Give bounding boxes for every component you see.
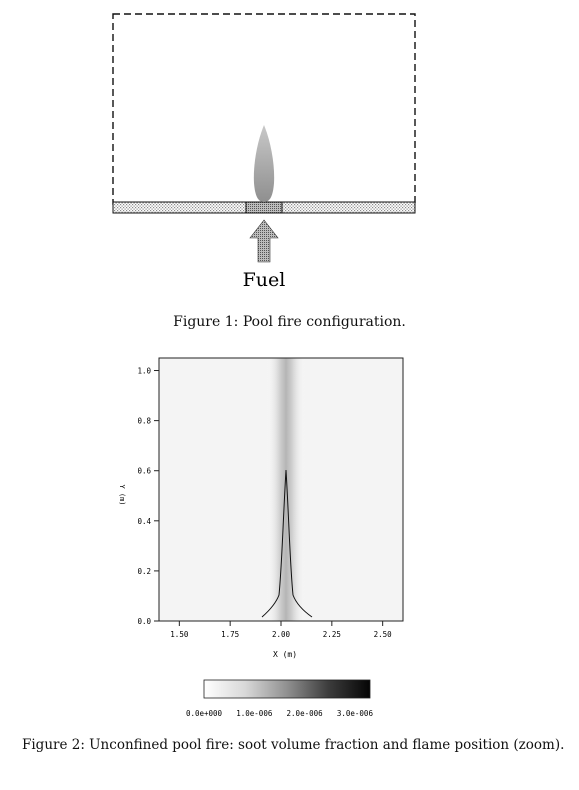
figure-2 [118,358,403,718]
figure-2-caption: Figure 2: Unconfined pool fire: soot volume fraction and flame position (zoom). [22,737,565,753]
x-tick-label: 1.50 [170,630,189,639]
flame-shape [254,125,274,202]
figure-1-caption: Figure 1: Pool fire configuration. [173,314,406,330]
x-tick-label: 2.25 [322,630,341,639]
ground-right [282,202,415,213]
y-tick-label: 0.8 [137,416,151,426]
soot-core [276,440,296,615]
y-axis-label: Y (m) [118,484,126,506]
x-tick-label: 1.75 [221,630,240,639]
y-tick-label: 0.6 [137,466,151,476]
y-tick-label: 0.2 [137,566,151,576]
x-axis-label: X (m) [272,650,298,659]
y-tick-label: 1.0 [137,366,151,376]
colorbar-tick-label: 1.0e-006 [236,709,273,718]
fuel-label: Fuel [242,269,286,291]
colorbar-tick-label: 2.0e-006 [286,709,323,718]
figure-1 [113,14,415,291]
ground-left [113,202,246,213]
fuel-arrow-icon [250,220,278,262]
colorbar-tick-label: 0.0e+000 [185,709,223,718]
fuel-pool [246,202,282,213]
x-axis-ticks [170,621,392,639]
colorbar-ticks [186,709,374,718]
colorbar-tick-label: 3.0e-006 [336,709,373,718]
colorbar [204,680,370,698]
y-tick-label: 0.0 [137,617,151,626]
x-tick-label: 2.00 [271,630,291,639]
y-tick-label: 0.4 [137,516,151,526]
y-axis-ticks [137,367,159,626]
x-tick-label: 2.50 [373,630,392,639]
